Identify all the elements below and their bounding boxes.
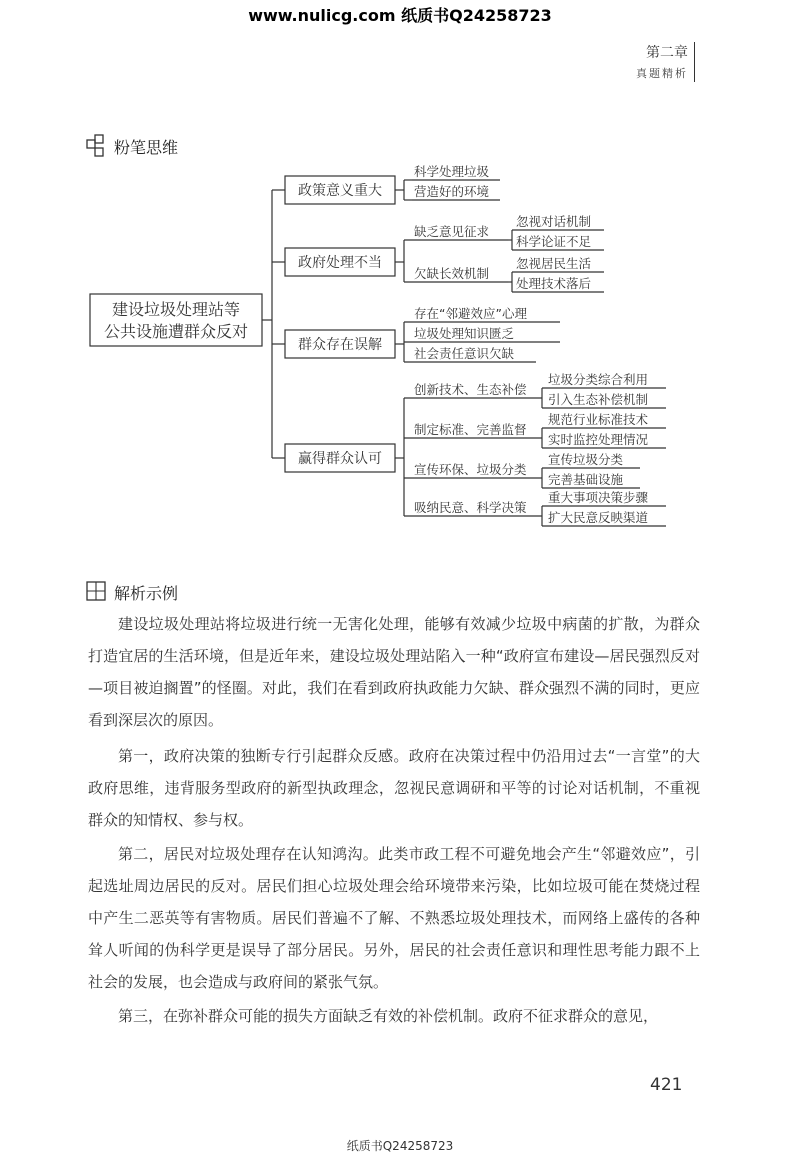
leaf-label: 处理技术落后 xyxy=(516,276,592,291)
analysis-section-title: 解析示例 xyxy=(114,584,179,603)
header-url-line: www.nulicg.com 纸质书Q24258723 xyxy=(248,6,552,25)
branch-label-1: 政策意义重大 xyxy=(298,183,382,199)
sub-branch-label: 吸纳民意、科学决策 xyxy=(414,500,527,515)
leaf-label: 营造好的环境 xyxy=(414,184,490,199)
paragraph: 第一，政府决策的独断专行引起群众反感。政府在决策过程中仍沿用过去“一言堂”的大政府思维，违背服务型政府的新型执政理念，忽视民意调研和平等的讨论对话机制，不重视群众的知情权、参与权。 xyxy=(88,747,700,829)
mindmap-root-line-2: 公共设施遭群众反对 xyxy=(103,322,249,341)
branch-label-4: 赢得群众认可 xyxy=(298,451,382,467)
leaf-label: 完善基础设施 xyxy=(548,472,624,487)
paragraph: 第二，居民对垃圾处理存在认知鸿沟。此类市政工程不可避免地会产生“邻避效应”，引起选址周边居民的反对。居民们担心垃圾处理会给环境带来污染，比如垃圾可能在焚烧过程中产生二恶英等有害物质。居民们普遍不了解、不熟悉垃圾处理技术，而网络上盛传的各种耸人听闻的伪科学更是误导了部分居民。另外，居民的社会责任意识和理性思考能力跟不上社会的发展，也会造成与政府间的紧张气氛。 xyxy=(88,845,700,991)
leaf-label: 宣传垃圾分类 xyxy=(548,452,624,467)
mindmap-root-line-1: 建设垃圾处理站等 xyxy=(111,300,241,319)
leaf-label: 实时监控处理情况 xyxy=(548,432,649,447)
leaf-label: 忽视居民生活 xyxy=(516,256,592,271)
mindmap-section-title: 粉笔思维 xyxy=(114,138,179,157)
leaf-label: 垃圾分类综合利用 xyxy=(548,372,649,387)
leaf-label: 规范行业标准技术 xyxy=(548,412,649,427)
leaf-label: 社会责任意识欠缺 xyxy=(414,346,515,361)
mindmap xyxy=(0,0,800,560)
sub-branch-label: 欠缺长效机制 xyxy=(414,266,490,281)
sub-branch-label: 创新技术、生态补偿 xyxy=(414,382,527,397)
leaf-label: 垃圾处理知识匮乏 xyxy=(414,326,515,341)
sub-branch-label: 制定标准、完善监督 xyxy=(414,422,527,437)
footer-text: 纸质书Q24258723 xyxy=(346,1139,454,1153)
leaf-label: 科学论证不足 xyxy=(516,234,592,249)
analysis-section-icon xyxy=(86,581,106,605)
sub-branch-label: 宣传环保、垃圾分类 xyxy=(414,462,527,477)
leaf-label: 科学处理垃圾 xyxy=(414,164,490,179)
chapter-subtitle: 真题精析 xyxy=(636,67,688,80)
sub-branch-label: 缺乏意见征求 xyxy=(414,224,490,239)
branch-label-3: 群众存在误解 xyxy=(298,337,382,353)
page-number: 421 xyxy=(650,1075,683,1095)
leaf-label: 重大事项决策步骤 xyxy=(548,490,649,505)
chapter-label: 第二章 xyxy=(646,45,688,61)
leaf-label: 存在“邻避效应”心理 xyxy=(414,306,527,321)
branch-label-2: 政府处理不当 xyxy=(298,255,382,271)
leaf-label: 扩大民意反映渠道 xyxy=(548,510,649,525)
paragraph: 建设垃圾处理站将垃圾进行统一无害化处理，能够有效减少垃圾中病菌的扩散，为群众打造宜居的生活环境，但是近年来，建设垃圾处理站陷入一种“政府宣布建设—居民强烈反对—项目被迫搁置”的怪圈。对此，我们在看到政府执政能力欠缺、群众强烈不满的同时，更应看到深层次的原因。 xyxy=(88,615,700,729)
paragraph: 第三，在弥补群众可能的损失方面缺乏有效的补偿机制。政府不征求群众的意见， xyxy=(118,1007,659,1025)
leaf-label: 忽视对话机制 xyxy=(516,214,592,229)
leaf-label: 引入生态补偿机制 xyxy=(548,392,649,407)
